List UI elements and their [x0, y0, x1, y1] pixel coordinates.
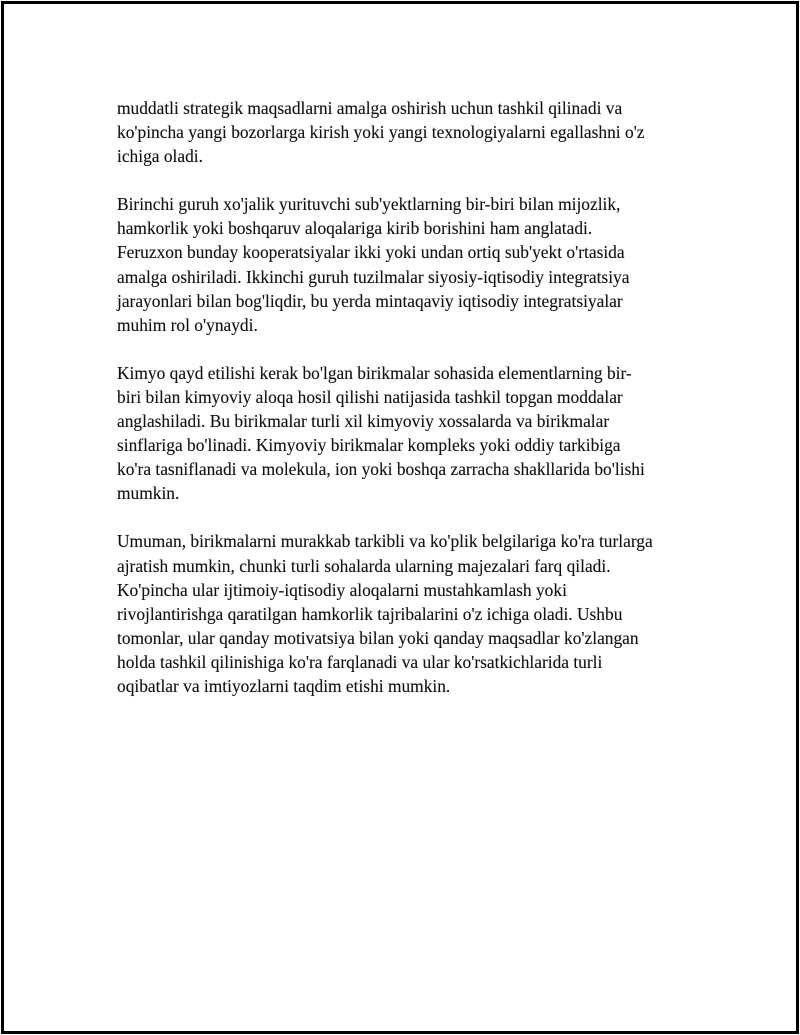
text-line: mumkin.: [117, 483, 180, 504]
text-line: anglashiladi. Bu birikmalar turli xil kimyoviy xossalarda va birikmalar: [117, 411, 610, 432]
text-line: Birinchi guruh xo'jalik yurituvchi sub'yektlarning bir-biri bilan mijozlik,: [117, 194, 621, 215]
text-line: amalga oshiriladi. Ikkinchi guruh tuzilmalar siyosiy-iqtisodiy integratsiya: [117, 266, 630, 287]
text-line: rivojlantirishga qaratilgan hamkorlik tajribalarini o'z ichiga oladi. Ushbu: [117, 603, 623, 624]
paragraph-3: [117, 361, 697, 506]
text-line: Umuman, birikmalarni murakkab tarkibli va ko'plik belgilariga ko'ra turlarga: [117, 531, 653, 552]
text-line: tomonlar, ular qanday motivatsiya bilan yoki qanday maqsadlar ko'zlangan: [117, 627, 639, 648]
paragraph-2: [117, 192, 697, 337]
paragraph-4: [117, 529, 697, 698]
page-frame: [1, 1, 799, 1034]
text-line: hamkorlik yoki boshqaruv aloqalariga kirib borishini ham anglatadi.: [117, 218, 593, 239]
text-line: ko'ra tasniflanadi va molekula, ion yoki boshqa zarracha shakllarida bo'lishi: [117, 459, 645, 480]
text-line: ko'pincha yangi bozorlarga kirish yoki yangi texnologiyalarni egallashni o'z: [117, 122, 645, 143]
text-line: jarayonlari bilan bog'liqdir, bu yerda mintaqaviy iqtisodiy integratsiyalar: [117, 290, 623, 311]
text-line: ichiga oladi.: [117, 146, 203, 167]
text-line: Feruzxon bunday kooperatsiyalar ikki yoki undan ortiq sub'yekt o'rtasida: [117, 242, 625, 263]
text-line: ajratish mumkin, chunki turli sohalarda ularning majezalari farq qiladi.: [117, 555, 611, 576]
document-body: [117, 96, 697, 722]
text-line: Ko'pincha ular ijtimoiy-iqtisodiy aloqalarni mustahkamlash yoki: [117, 579, 567, 600]
text-line: oqibatlar va imtiyozlarni taqdim etishi mumkin.: [117, 675, 451, 696]
text-line: biri bilan kimyoviy aloqa hosil qilishi natijasida tashkil topgan moddalar: [117, 386, 623, 407]
text-line: muddatli strategik maqsadlarni amalga oshirish uchun tashkil qilinadi va: [117, 98, 623, 118]
paragraph-1: [117, 96, 697, 168]
text-line: sinflariga bo'linadi. Kimyoviy birikmalar kompleks yoki oddiy tarkibiga: [117, 435, 621, 456]
text-line: muhim rol o'ynaydi.: [117, 314, 258, 335]
text-line: holda tashkil qilinishiga ko'ra farqlanadi va ular ko'rsatkichlarida turli: [117, 651, 603, 672]
text-line: Kimyo qayd etilishi kerak bo'lgan birikmalar sohasida elementlarning bir-: [117, 362, 632, 383]
